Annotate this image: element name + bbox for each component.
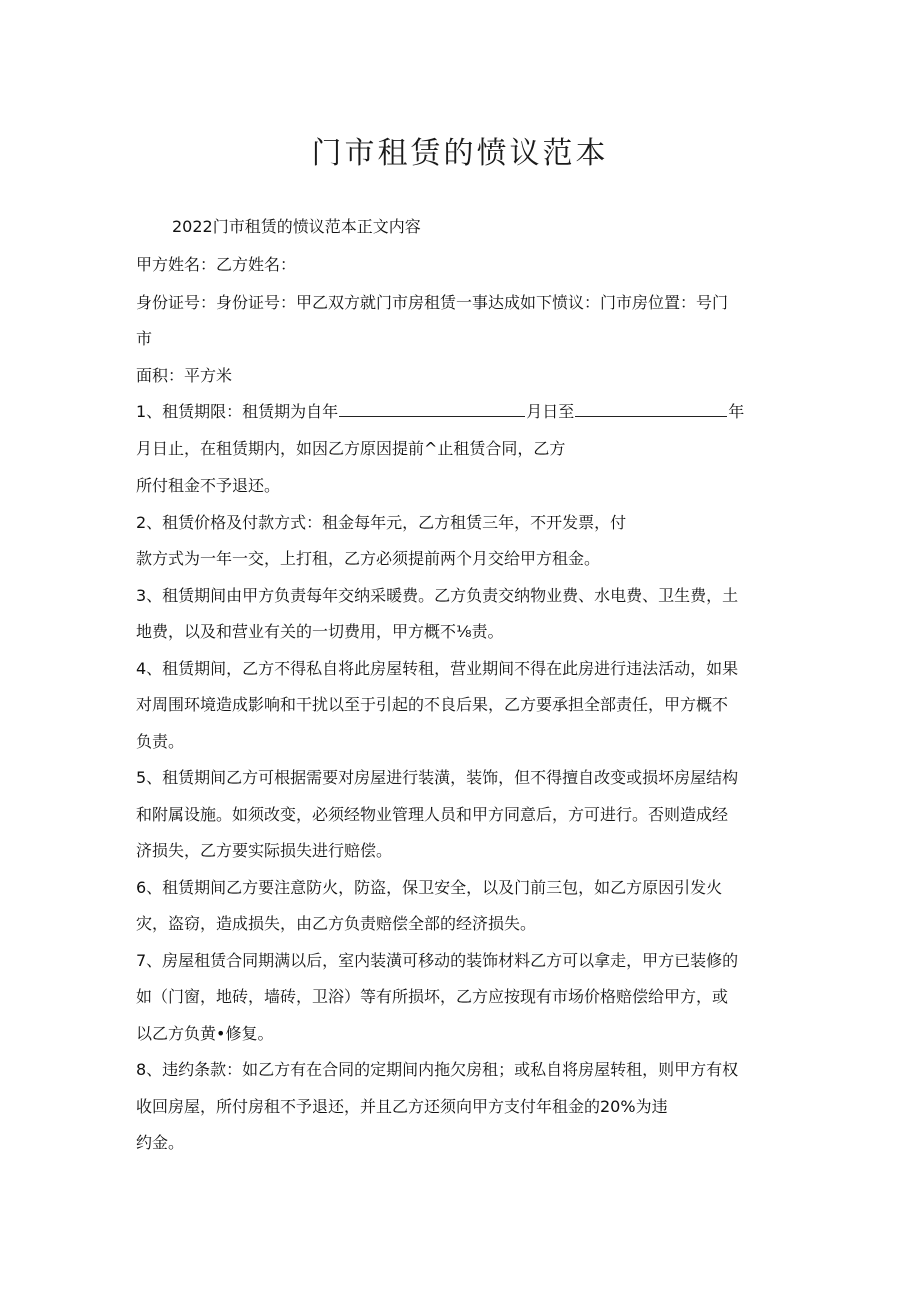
party-names-line: 甲方姓名：乙方姓名：: [136, 255, 297, 274]
clause-2-line-2: 款方式为一年一交，上打租，乙方必须提前两个月交给甲方租金。: [136, 549, 601, 568]
clause-1-line-3: 所付租金不予退还。: [136, 476, 281, 495]
clause-1-text-c: 年: [728, 402, 745, 421]
clause-7-line-3: 以乙方负黄•修复。: [136, 1024, 274, 1043]
clause-8-line-2: 收回房屋，所付房租不予退还，并且乙方还须向甲方支付年租金的20%为违: [136, 1097, 668, 1116]
clause-5-line-3: 济损失，乙方要实际损失进行赔偿。: [136, 841, 393, 860]
clause-4-line-2: 对周围环境造成影响和干扰以至于引起的不良后果，乙方要承担全部责任，甲方概不: [136, 695, 729, 714]
clause-3-line-2: 地费，以及和营业有关的一切费用，甲方概不⅛责。: [136, 622, 504, 641]
clause-5-line-1: 5、租赁期间乙方可根据需要对房屋进行装潢，装饰，但不得擅自改变或损坏房屋结构: [136, 768, 739, 787]
clause-6-line-1: 6、租赁期间乙方要注意防火，防盗，保卫安全，以及门前三包，如乙方原因引发火: [136, 878, 723, 897]
start-date-blank: [339, 400, 525, 417]
clause-1-line-1: [136, 400, 744, 424]
clause-2-line-1: 2、租赁价格及付款方式：租金每年元，乙方租赁三年，不开发票，付: [136, 513, 627, 532]
clause-8-line-1: 8、违约条款：如乙方有在合同的定期间内拖欠房租；或私自将房屋转租，则甲方有权: [136, 1060, 739, 1079]
clause-1-line-2: 月日止，在租赁期内，如因乙方原因提前^止租赁合同，乙方: [136, 439, 566, 458]
clause-7-line-2: 如（门窗，地砖，墙砖，卫浴）等有所损坏，乙方应按现有市场价格赔偿给甲方，或: [136, 987, 729, 1006]
clause-1-text-b: 月日至: [526, 402, 575, 421]
clause-6-line-2: 灾，盗窃，造成损失，由乙方负责赔偿全部的经济损失。: [136, 914, 537, 933]
end-date-blank: [575, 400, 727, 417]
document-subtitle: 2022门市租赁的愤议范本正文内容: [172, 217, 421, 236]
document-title: 门市租赁的愤议范本: [311, 136, 609, 171]
location-continuation-line: 市: [136, 329, 153, 348]
clause-8-line-3: 约金。: [136, 1133, 185, 1152]
clause-4-line-3: 负责。: [136, 732, 185, 751]
clause-4-line-1: 4、租赁期间，乙方不得私自将此房屋转租，营业期间不得在此房进行违法活动，如果: [136, 659, 739, 678]
clause-1-text-a: 1、租赁期限：租赁期为自年: [136, 402, 339, 421]
clause-3-line-1: 3、租赁期间由甲方负责每年交纳采暖费。乙方负责交纳物业费、水电费、卫生费，土: [136, 586, 739, 605]
clause-5-line-2: 和附属设施。如须改变，必须经物业管理人员和甲方同意后，方可进行。否则造成经: [136, 805, 729, 824]
id-numbers-line: 身份证号：身份证号：甲乙双方就门市房租赁一事达成如下愤议：门市房位置：号门: [136, 293, 729, 312]
clause-7-line-1: 7、房屋租赁合同期满以后，室内装潢可移动的装饰材料乙方可以拿走，甲方已装修的: [136, 951, 739, 970]
area-line: 面积：平方米: [136, 366, 233, 385]
